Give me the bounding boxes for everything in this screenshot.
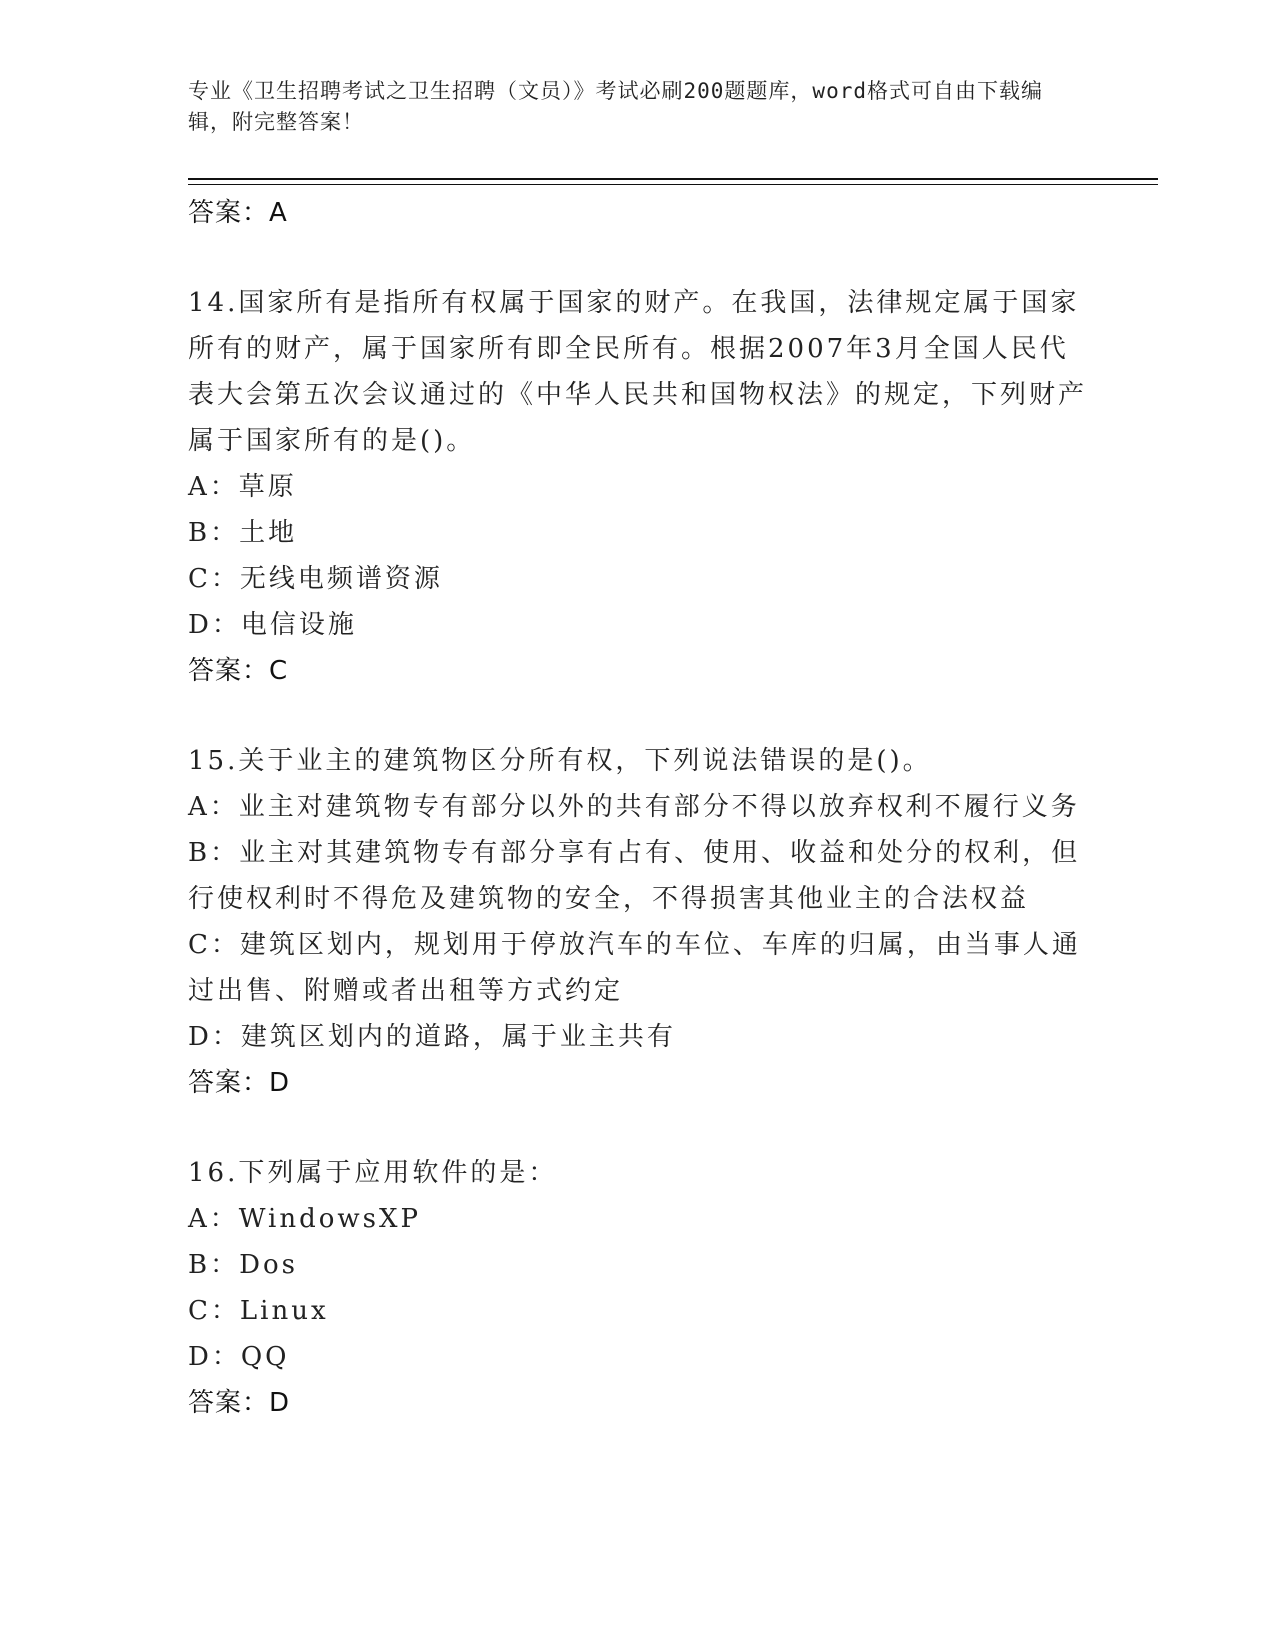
header-divider-thick <box>188 178 1158 180</box>
page-header: 专业《卫生招聘考试之卫生招聘（文员）》考试必刷200题题库，word格式可自由下载编辑，附完整答案！ <box>188 79 1043 134</box>
option-b: B：Dos <box>188 1250 298 1280</box>
question-text: 16.下列属于应用软件的是： <box>188 1158 558 1188</box>
option-a: A：草原 <box>188 472 297 502</box>
header-divider-thin <box>188 184 1158 185</box>
document-content <box>188 190 1088 1426</box>
answer: 答案：D <box>188 1388 291 1418</box>
question-text: 15.关于业主的建筑物区分所有权，下列说法错误的是()。 <box>188 746 932 776</box>
option-b: B：业主对其建筑物专有部分享有占有、使用、收益和处分的权利，但行使权利时不得危及建筑物的安全，不得损害其他业主的合法权益 <box>188 838 1081 914</box>
option-c: C：Linux <box>188 1296 329 1326</box>
question-15 <box>188 738 1088 1106</box>
answer: 答案：D <box>188 1068 291 1098</box>
answer: 答案：C <box>188 656 289 686</box>
question-16 <box>188 1150 1088 1426</box>
option-d: D：电信设施 <box>188 610 357 640</box>
previous-answer: 答案：A <box>188 198 288 228</box>
option-a: A：业主对建筑物专有部分以外的共有部分不得以放弃权利不履行义务 <box>188 792 1080 822</box>
option-d: D：QQ <box>188 1342 290 1372</box>
option-a: A：WindowsXP <box>188 1204 422 1234</box>
option-c: C：建筑区划内，规划用于停放汽车的车位、车库的归属，由当事人通过出售、附赠或者出租等方式约定 <box>188 930 1081 1006</box>
question-text: 14.国家所有是指所有权属于国家的财产。在我国，法律规定属于国家所有的财产，属于国家所有即全民所有。根据2007年3月全国人民代表大会第五次会议通过的《中华人民共和国物权法》的规定，下列财产属于国家所有的是()。 <box>188 288 1088 456</box>
option-c: C：无线电频谱资源 <box>188 564 443 594</box>
option-d: D：建筑区划内的道路，属于业主共有 <box>188 1022 676 1052</box>
option-b: B：土地 <box>188 518 298 548</box>
question-14 <box>188 280 1088 694</box>
